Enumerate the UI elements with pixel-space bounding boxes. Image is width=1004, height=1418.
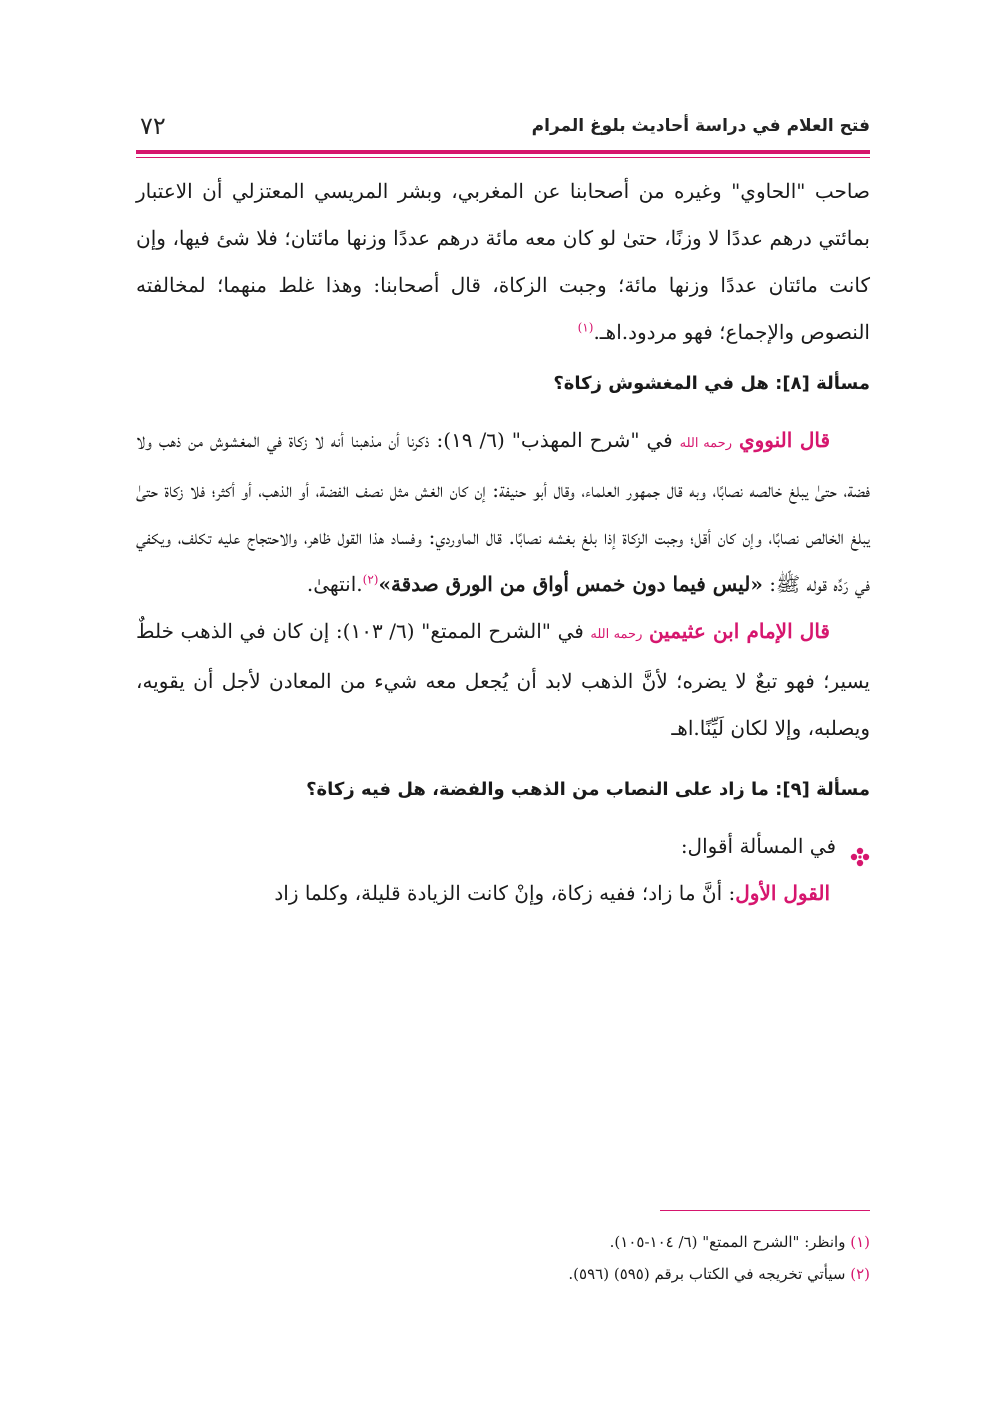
footnotes: [136, 1226, 870, 1290]
running-header: [136, 112, 870, 148]
paragraph-1: [136, 168, 870, 356]
flower-bullet-icon: [850, 837, 870, 857]
footnote-2: [136, 1258, 870, 1290]
main-text: [136, 168, 870, 917]
paragraph-3-text: في "الشرح الممتع" (٦/ ١٠٣): إن كان في الذهب خلطٌ يسير؛ فهو تبعٌ لا يضره؛ لأنَّ الذهب لابد أن يُجعل معه شيء من المعادن لأجل أن يقويه، ويصلبه، وإلا لكان لَيِّنًا.اهـ: [136, 619, 870, 740]
paragraph-2-tail: .انتهىٰ.: [306, 572, 363, 596]
honorific-2: رحمه الله: [590, 627, 643, 642]
footnote-ref-1[interactable]: (١): [577, 320, 594, 335]
footnote-1-text: وانظر: "الشرح الممتع" (٦/ ١٠٤-١٠٥).: [609, 1233, 851, 1251]
heading-question-9: مسألة [٩]: ما زاد على النصاب من الذهب والفضة، هل فيه زكاة؟: [306, 779, 870, 800]
honorific-1: رحمه الله: [679, 436, 732, 451]
footnote-2-number: (٢): [850, 1265, 870, 1283]
paragraph-3-lead: قال الإمام ابن عثيمين: [648, 619, 830, 643]
paragraph-3: [136, 608, 870, 752]
paragraph-4-text: : أنَّ ما زاد؛ ففيه زكاة، وإنْ كانت الزيادة قليلة، وكلما زاد: [274, 881, 736, 905]
bullet-line: [136, 823, 870, 870]
paragraph-2-text: في "شرح المهذب" (٦/ ١٩): ذكرنا أن مذهبنا أنه لا زكاة في المغشوش من ذهب ولا فضة، حتىٰ يبلغ خالصه نصابًا، وبه قال جمهور العلماء، وقال أبو حنيفة: إن كان الغش مثل نصف الفضة، أو الذهب، أو أكثر؛ فلا زكاة حتىٰ يبلغ الخالص نصابًا، وإن كان أقل؛ وجبت الزكاة إذا بلغ بغشه نصابًا. قال الماوردي: وفساد هذا القول ظاهر، والاحتجاج عليه تكلف، ويكفي في رَدِّه قوله ﷺ:: [136, 428, 870, 596]
paragraph-4-lead: القول الأول: [735, 881, 830, 905]
bullet-text: في المسألة أقوال:: [680, 834, 836, 858]
hadith-quote: «ليس فيما دون خمس أواق من الورق صدقة»: [378, 572, 763, 596]
header-rule-thick: [136, 150, 870, 154]
footnote-1-number: (١): [850, 1233, 870, 1251]
paragraph-4: [136, 870, 870, 917]
paragraph-2: [136, 417, 870, 608]
header-rule-thin: [136, 157, 870, 158]
paragraph-2-lead: قال النووي: [738, 428, 831, 452]
paragraph-1-text: صاحب "الحاوي" وغيره من أصحابنا عن المغربي، وبشر المريسي المعتزلي أن الاعتبار بمائتي درهم عددًا لا وزنًا، حتىٰ لو كان معه مائة درهم عددًا وزنها مائتان؛ فلا شئ فيها، وإن كانت مائتان عددًا وزنها مائة؛ وجبت الزكاة، قال أصحابنا: وهذا غلط منهما؛ لمخالفته النصوص والإجماع؛ فهو مردود.اهـ.: [136, 179, 870, 344]
footnote-rule: [660, 1210, 870, 1211]
footnote-1: [136, 1226, 870, 1258]
header-title: فتح العلام في دراسة أحاديث بلوغ المرام: [531, 116, 870, 136]
heading-question-8: مسألة [٨]: هل في المغشوش زكاة؟: [553, 373, 870, 394]
footnote-2-text: سيأتي تخريجه في الكتاب برقم (٥٩٥) (٥٩٦).: [568, 1265, 851, 1283]
footnote-ref-2[interactable]: (٢): [362, 572, 379, 587]
page-number: ٧٢: [140, 112, 166, 140]
